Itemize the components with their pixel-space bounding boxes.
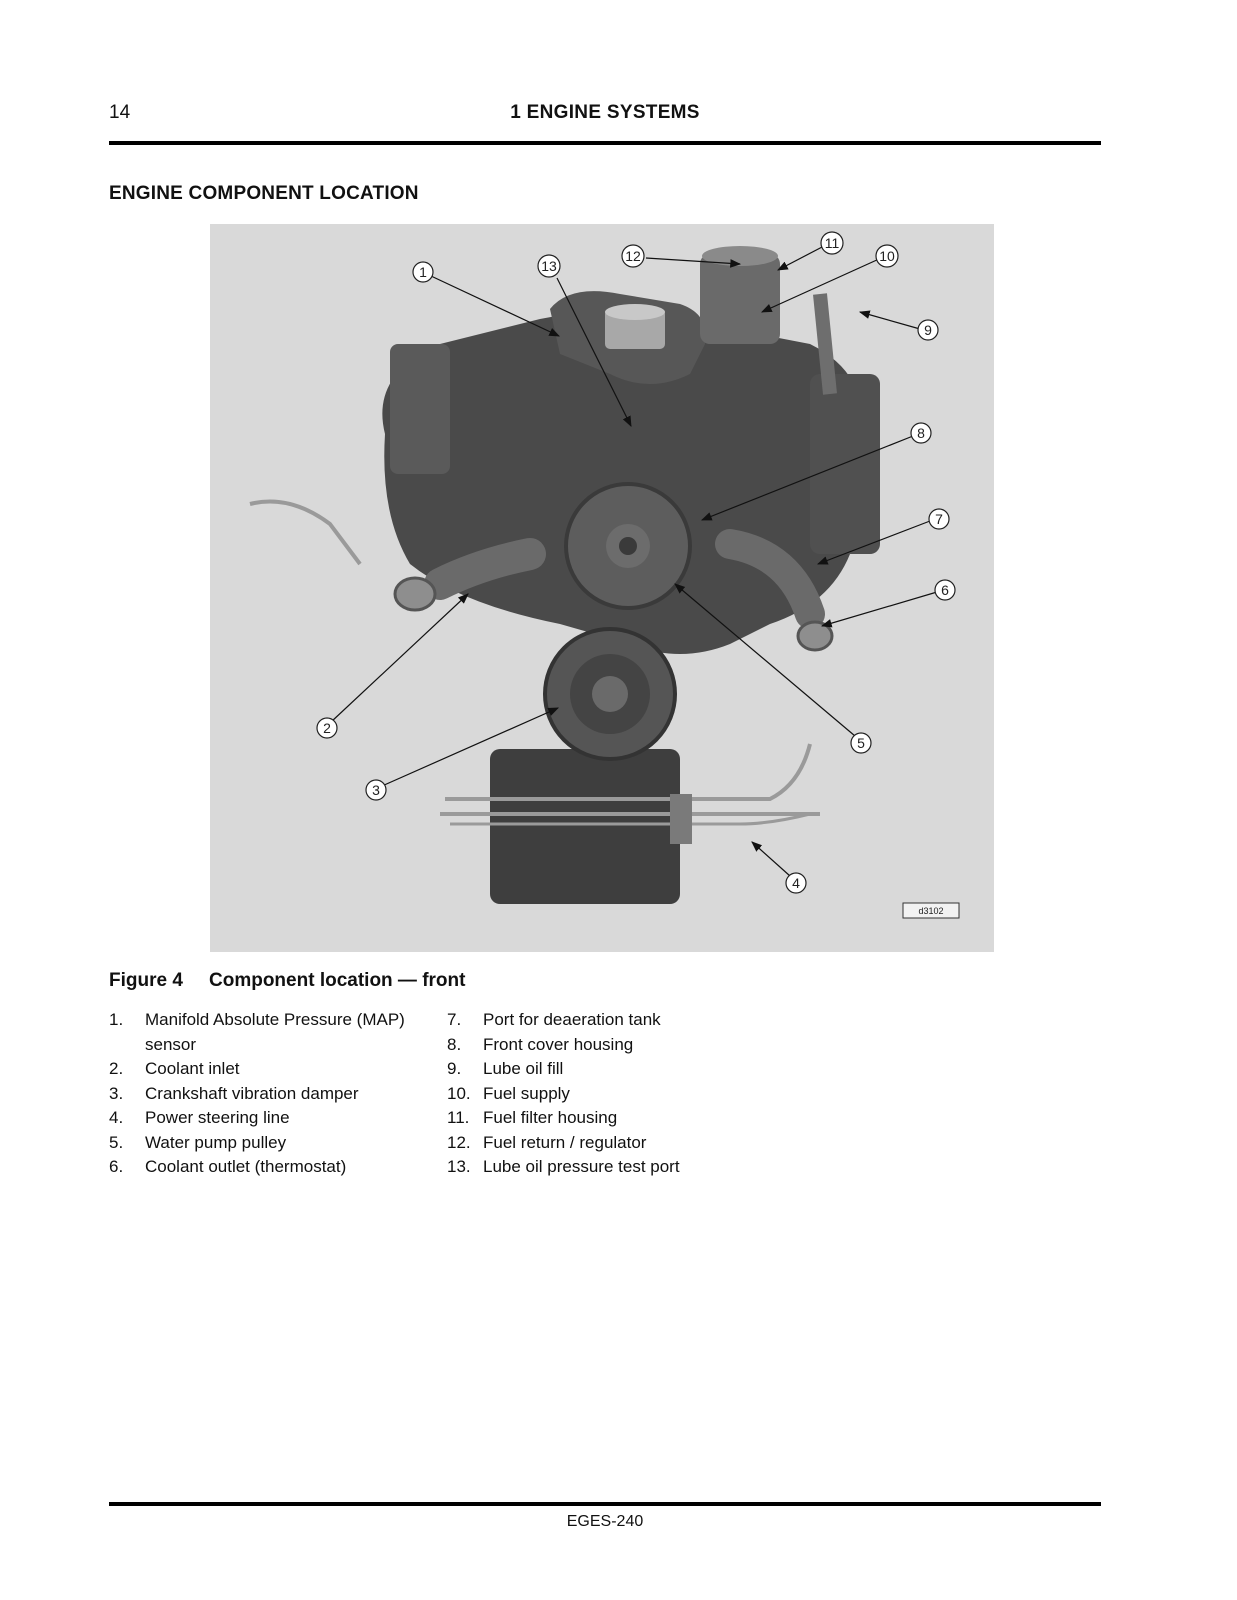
chapter-title: 1 ENGINE SYSTEMS [510,102,700,123]
legend-text: Fuel supply [483,1083,570,1103]
svg-text:1: 1 [419,264,427,280]
callout-5 [851,733,871,753]
figure-title: Component location — front [209,970,466,991]
legend-number: 10. [447,1083,471,1103]
svg-text:5: 5 [857,735,865,751]
footer-rule [109,1502,1101,1506]
legend-item [109,1082,429,1107]
legend-text: Lube oil fill [483,1059,564,1078]
legend-item [109,1008,429,1057]
figure-number: Figure 4 [109,970,183,991]
legend-text: Coolant inlet [145,1059,240,1078]
engine-illustration [210,224,994,952]
legend-item [109,1131,429,1156]
legend-item [447,1033,767,1058]
figure-id-tag [903,903,959,918]
engine-photo-figure [210,224,994,952]
callout-1 [413,262,433,282]
legend-item [109,1155,429,1180]
legend-number: 3. [109,1083,124,1103]
legend-text: Fuel return / regulator [483,1132,647,1152]
svg-text:11: 11 [824,235,840,251]
legend-number: 2. [109,1059,124,1078]
svg-text:10: 10 [879,248,895,264]
callout-10 [876,245,898,267]
svg-text:2: 2 [323,720,331,736]
svg-text:13: 13 [541,258,557,274]
svg-text:12: 12 [625,248,641,264]
legend-text: Port for deaeration tank [483,1010,661,1029]
page-number: 14 [109,102,131,123]
callout-11 [821,232,843,254]
legend-item [447,1057,767,1082]
svg-text:9: 9 [924,322,932,338]
legend-number: 13. [447,1157,471,1176]
legend-item [447,1008,767,1033]
callout-9 [918,320,938,340]
svg-text:d3102: d3102 [918,906,944,916]
callout-2 [317,718,337,738]
legend-text: Fuel filter housing [483,1108,618,1127]
svg-text:3: 3 [372,782,380,798]
legend-number: 7. [447,1010,462,1029]
legend-column-right [447,1008,767,1180]
legend-column-left [109,1008,429,1180]
legend-item [447,1131,767,1156]
section-heading: ENGINE COMPONENT LOCATION [109,183,419,204]
legend-number: 6. [109,1157,124,1176]
legend-item [109,1106,429,1131]
svg-text:6: 6 [941,582,949,598]
legend-text: Manifold Absolute Pressure (MAP) sensor [145,1010,405,1054]
legend-number: 1. [109,1010,124,1029]
svg-text:8: 8 [917,425,925,441]
legend-number: 11. [447,1108,470,1127]
legend-number: 9. [447,1059,462,1078]
legend-text: Front cover housing [483,1034,634,1054]
legend-text: Lube oil pressure test port [483,1157,680,1176]
legend-text: Coolant outlet (thermostat) [145,1157,347,1176]
legend-item [447,1155,767,1180]
svg-text:7: 7 [935,511,943,527]
legend-number: 12. [447,1132,471,1152]
legend-number: 4. [109,1108,124,1127]
legend-item [447,1082,767,1107]
legend-item [447,1106,767,1131]
callout-4 [786,873,806,893]
legend-number: 8. [447,1034,462,1054]
legend-item [109,1057,429,1082]
callout-6 [935,580,955,600]
callout-7 [929,509,949,529]
legend-text: Water pump pulley [145,1132,287,1152]
svg-text:4: 4 [792,875,800,891]
legend-number: 5. [109,1132,124,1152]
legend-text: Power steering line [145,1108,290,1127]
callout-13 [538,255,560,277]
figure-caption [109,970,465,992]
callout-8 [911,423,931,443]
page-header [109,102,1101,126]
header-rule [109,141,1101,145]
legend-text: Crankshaft vibration damper [145,1083,359,1103]
callout-12 [622,245,644,267]
document-code: EGES-240 [566,1513,644,1530]
callout-3 [366,780,386,800]
